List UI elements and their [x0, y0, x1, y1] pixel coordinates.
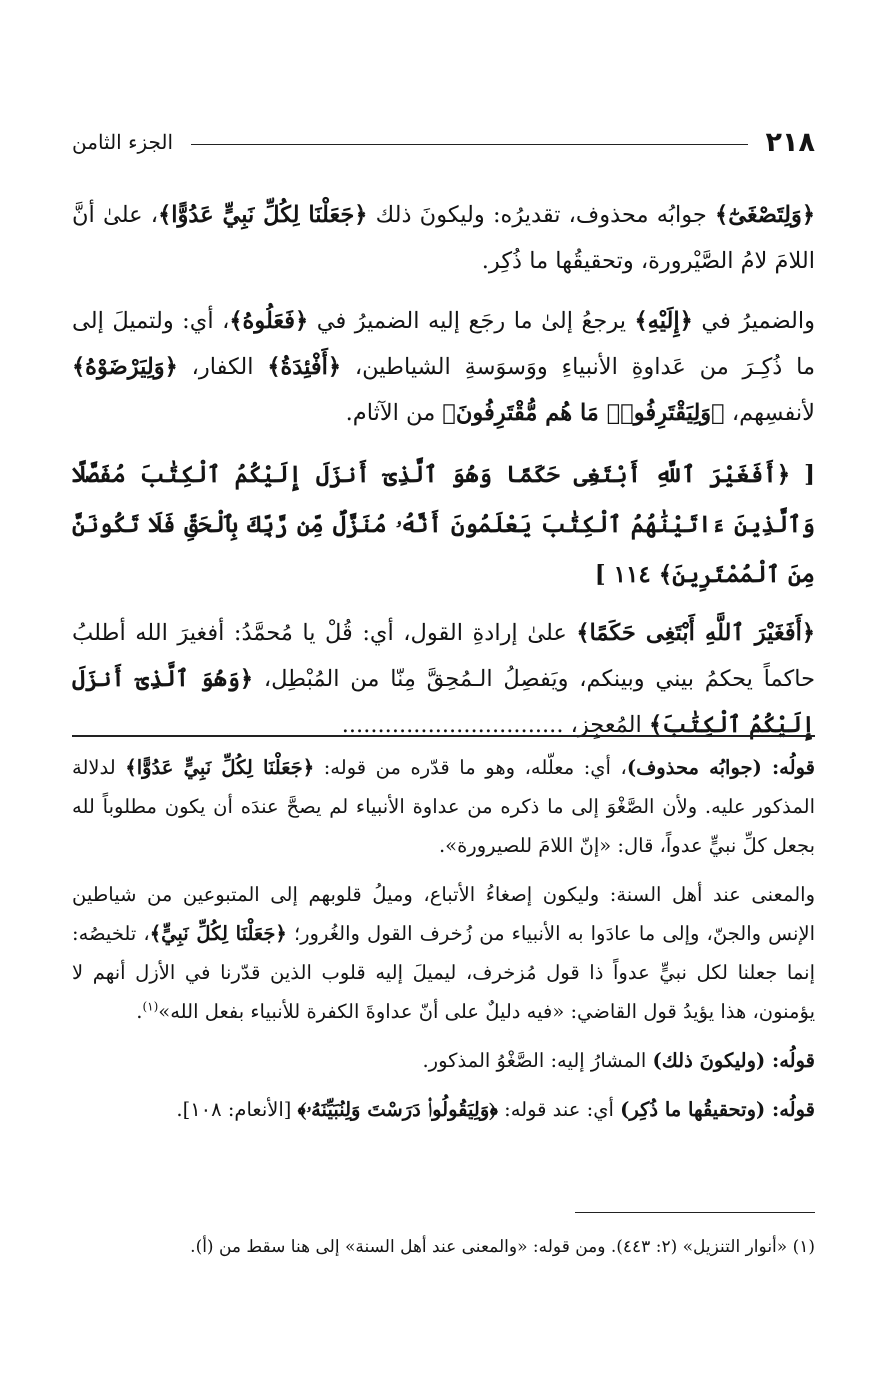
main-paragraph — [72, 192, 815, 284]
main-paragraph — [72, 298, 815, 436]
paragraph-text: ، علىٰ أنَّ اللامَ لامُ الصَّيْرورة، وتحقيقُها ما ذُكِر. — [72, 202, 815, 274]
quran-quote: ﴿جَعَلْنَا لِكُلِّ نَبِيٍّ عَدُوًّا﴾ — [158, 202, 368, 228]
quran-quote: ﴿إِلَيْهِ﴾ — [634, 308, 693, 334]
paragraph-text: المُعجِز، — [563, 712, 649, 738]
quran-quote: ﴿أَفَغَيْرَ ٱللَّهِ أَبْتَغِى حَكَمًا﴾ — [576, 620, 816, 646]
commentary-paragraph — [72, 1090, 815, 1129]
page-header — [72, 122, 815, 162]
page-number: ٢١٨ — [765, 126, 815, 158]
main-paragraph — [72, 610, 815, 748]
commentary-lead: قولُه: (جوابُه محذوف) — [626, 756, 815, 779]
quran-quote: ﴿فَعَلُوهُ﴾ — [229, 308, 309, 334]
quran-quote: ﴿وَلِيَقْتَرِفُوا۟ مَا هُم مُّقْتَرِفُونَ﴾ — [442, 400, 725, 426]
commentary-text: [الأنعام: ١٠٨]. — [176, 1098, 298, 1121]
footnote — [72, 1232, 815, 1262]
paragraph-text: من الآثام. — [345, 400, 443, 426]
verse-number: ١١٤ ] — [594, 561, 659, 588]
quran-quote: ﴿وَلِيَقُولُوا۟ دَرَسْتَ وَلِنُبَيِّنَهُۥ﴾ — [297, 1098, 498, 1121]
verse-block — [72, 450, 815, 600]
paragraph-text: علىٰ إرادةِ القول، أي: قُلْ يا مُحمَّدُ: أفغيرَ الله أطلبُ حاكماً يحكمُ بيني وبينكم، ويَفصِلُ الـمُحِقَّ مِنّا من المُبْطِل، — [72, 620, 816, 692]
main-text — [72, 192, 815, 762]
section-divider — [72, 735, 815, 737]
verse-text: ﴿أَفَغَيْرَ ٱللَّهِ أَبْتَغِى حَكَمًا وَهُوَ ٱلَّذِىٓ أَنزَلَ إِلَيْكُمُ ٱلْكِتَٰبَ مُفَصَّلًا وَٱلَّذِينَ ءَاتَيْنَٰهُمُ ٱلْكِتَٰبَ يَعْلَمُونَ أَنَّهُۥ مُنَزَّلٌ مِّن رَّبِّكَ بِٱلْحَقِّ فَلَا تَكُونَنَّ مِنَ ٱلْمُمْتَرِينَ﴾ — [72, 461, 815, 588]
continuation-dots: ............................... — [341, 712, 564, 738]
commentary-lead: قولُه: (وليكونَ ذلك) — [652, 1049, 815, 1072]
paragraph-text: لأنفسِهم، — [724, 400, 815, 426]
footnote-text: (١) «أنوار التنزيل» (٢: ٤٤٣). ومن قوله: «والمعنى عند أهل السنة» إلى هنا سقط من (أ). — [190, 1237, 815, 1257]
quran-quote: ﴿وَلِيَرْضَوْهُ﴾ — [72, 354, 178, 380]
commentary-section — [72, 748, 815, 1139]
commentary-text: لدلالة المذكور عليه. ولأن الصَّغْوَ إلى ما ذكره من عداوة الأنبياء لم يصحَّ عندَه أن يكون مطلوباً لله بجعل كلِّ نبيٍّ عدواً، قال: «إنّ اللامَ للصيرورة». — [72, 756, 815, 857]
paragraph-text: يرجعُ إلىٰ ما رجَع إليه الضميرُ في — [308, 308, 635, 334]
paragraph-text: الكفار، — [177, 354, 268, 380]
commentary-text: . — [136, 1000, 143, 1023]
commentary-lead: قولُه: (وتحقيقُها ما ذُكِر) — [620, 1098, 815, 1121]
commentary-paragraph — [72, 748, 815, 865]
commentary-paragraph — [72, 1041, 815, 1080]
quran-quote: ﴿وَهُوَ ٱلَّذِىٓ أَنزَلَ إِلَيْكُمُ ٱلْكِتَٰبَ﴾ — [72, 666, 815, 738]
commentary-text: ، أي: معلّله، وهو ما قدّره من قوله: — [314, 756, 627, 779]
commentary-text: المشارُ إليه: الصَّغْوُ المذكور. — [422, 1049, 653, 1072]
header-rule — [191, 144, 747, 145]
commentary-text: أي: عند قوله: — [497, 1098, 621, 1121]
paragraph-text: جوابُه محذوف، تقديرُه: وليكونَ ذلك — [367, 202, 716, 228]
part-title: الجزء الثامن — [72, 130, 174, 154]
quran-quote: ﴿وَلِتَصْغَىٰٓ﴾ — [715, 202, 816, 228]
commentary-text: ، تلخيصُه: إنما جعلنا لكل نبيٍّ عدواً ذا قول مُزخرف، ليميلَ إليه قلوب الذين قدّرنا في الأزل أنهم لا يؤمنون، هذا يؤيدُ قول القاضي: «فيه دليلٌ على أنّ عداوةَ الكفرة للأنبياء بفعل الله» — [72, 922, 815, 1023]
quran-quote: ﴿جَعَلْنَا لِكُلِّ نَبِيٍّ﴾ — [149, 922, 287, 945]
verse-bracket-open: [ — [790, 461, 815, 488]
quran-quote: ﴿جَعَلْنَا لِكُلِّ نَبِيٍّ عَدُوًّا﴾ — [125, 756, 315, 779]
footnote-rule — [575, 1212, 815, 1213]
footnote-marker: (١) — [142, 999, 159, 1014]
paragraph-text: والضميرُ في — [692, 308, 816, 334]
paragraph-text: ، أي: ولتميلَ إلى ما ذُكِـرَ من عَداوةِ الأنبياءِ ووَسوَسةِ الشياطين، — [72, 308, 815, 380]
quran-quote: ﴿أَفْئِدَةُ﴾ — [267, 354, 342, 380]
commentary-paragraph — [72, 875, 815, 1031]
commentary-text: والمعنى عند أهل السنة: وليكون إصغاءُ الأتباع، وميلُ قلوبهم إلى المتبوعين من شياطين الإنس والجنّ، وإلى ما عادَوا به الأنبياء من زُخرف القول والغُرور؛ — [72, 883, 816, 945]
